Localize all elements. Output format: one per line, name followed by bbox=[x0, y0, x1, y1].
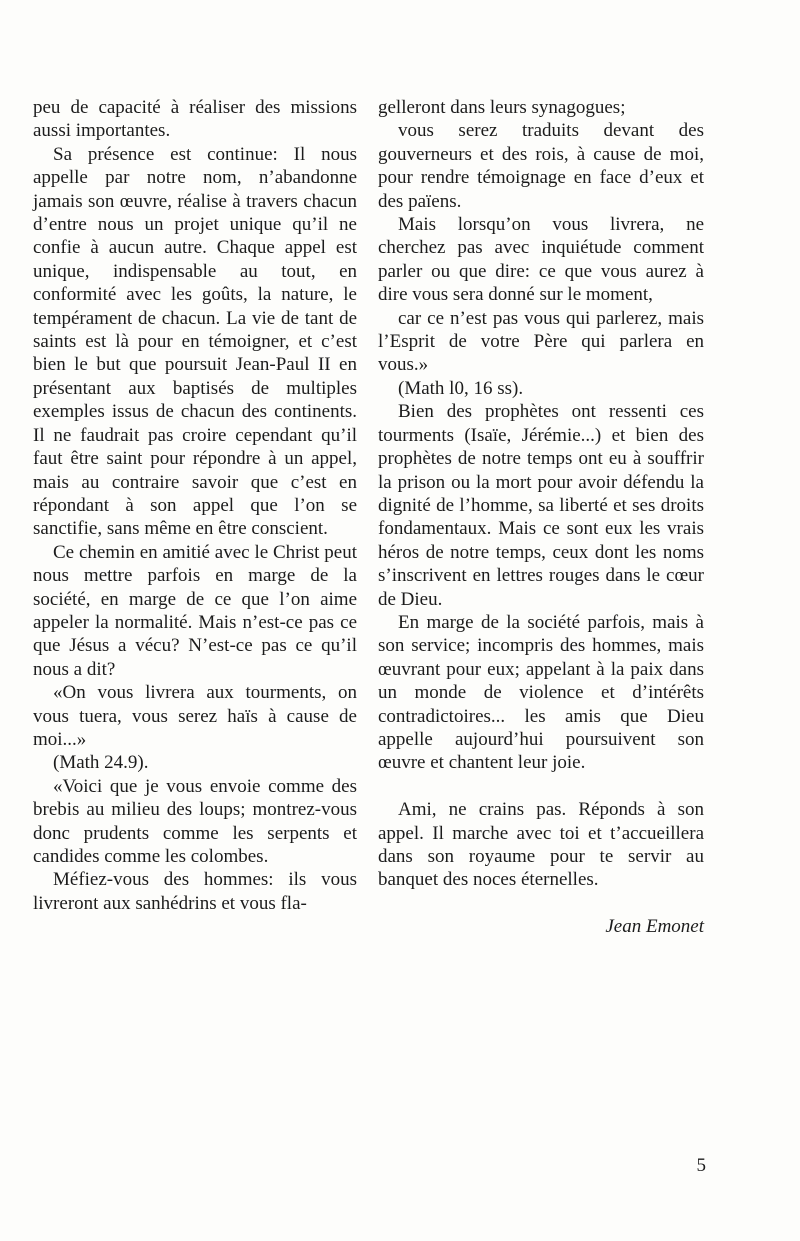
right-column bbox=[378, 96, 704, 939]
paragraph-continuation: peu de capacité à réaliser des missions aussi importantes. bbox=[33, 97, 357, 142]
quote-brebis: «Voici que je vous envoie comme des brebis au milieu des loups; montrez-vous donc prudents comme les serpents et candides comme les colombes. bbox=[33, 775, 357, 867]
citation-math-24: (Math 24.9). bbox=[53, 752, 149, 774]
quote-tourments: «On vous livrera aux tourments, on vous tuera, vous serez haïs à cause de moi...» bbox=[33, 682, 357, 750]
paragraph-chemin: Ce chemin en amitié avec le Christ peut nous mettre parfois en marge de la société, en marge de ce que l’on aime appeler la normalité. Mais n’est-ce pas ce que Jésus a vécu? N’est-ce pas ce qu’il nous a dit? bbox=[33, 541, 357, 680]
paragraph-prophetes: Bien des prophètes ont ressenti ces tourments (Isaïe, Jérémie...) et bien des prophètes de notre temps ont eu à souffrir la prison ou la mort pour avoir défendu la dignité de l’homme, sa liberté et ses droits fondamentaux. Mais ce sont eux les vrais héros de notre temps, ceux dont les noms s’inscrivent en lettres rouges dans le cœur de Dieu. bbox=[378, 401, 704, 610]
paragraph-en-marge: En marge de la société parfois, mais à son service; incompris des hommes, mais œuvrant pour eux; appelant à la paix dans un monde de violence et d’intérêts contradictoires... les amis que Dieu appelle aujourd’hui poursuivent son œuvre et chantent leur joie. bbox=[378, 611, 704, 774]
paragraph-ami: Ami, ne crains pas. Réponds à son appel. Il marche avec toi et t’accueillera dans son royaume pour te servir au banquet des noces éternelles. bbox=[378, 799, 704, 891]
paragraph-presence: Sa présence est continue: Il nous appelle par notre nom, n’abandonne jamais son œuvre, réalise à travers chacun d’entre nous un projet unique qu’il ne confie à aucun autre. Chaque appel est unique, indispensable au tout, en conformité avec les goûts, la nature, le tempérament de chacun. La vie de tant de saints est là pour en témoigner, et c’est bien le but que poursuit Jean-Paul II en présentant aux baptisés de multiples exemples issus de chacun des continents. Il ne faudrait pas croire cependant qu’il faut être saint pour répondre à un appel, mais au contraire savoir que c’est en répondant à son appel que l’on se sanctifie, sans même en être conscient. bbox=[33, 143, 357, 540]
quote-livrera: Mais lorsqu’on vous livrera, ne cherchez pas avec inquiétude comment parler ou que dire: ce que vous aurez à dire vous sera donné sur le moment, bbox=[378, 214, 704, 306]
quote-synagogues: gelleront dans leurs synagogues; bbox=[378, 97, 626, 118]
page-number: 5 bbox=[696, 1155, 706, 1176]
left-column bbox=[33, 96, 357, 915]
quote-mefiez: Méfiez-vous des hommes: ils vous livreront aux sanhédrins et vous fla- bbox=[33, 869, 357, 914]
author-signature: Jean Emonet bbox=[605, 916, 704, 938]
quote-gouverneurs: vous serez traduits devant des gouverneurs et des rois, à cause de moi, pour rendre témoignage en face d’eux et des païens. bbox=[378, 120, 704, 212]
citation-math-10: (Math l0, 16 ss). bbox=[398, 377, 524, 399]
quote-esprit: car ce n’est pas vous qui parlerez, mais l’Esprit de votre Père qui parlera en vous.» bbox=[378, 307, 704, 376]
